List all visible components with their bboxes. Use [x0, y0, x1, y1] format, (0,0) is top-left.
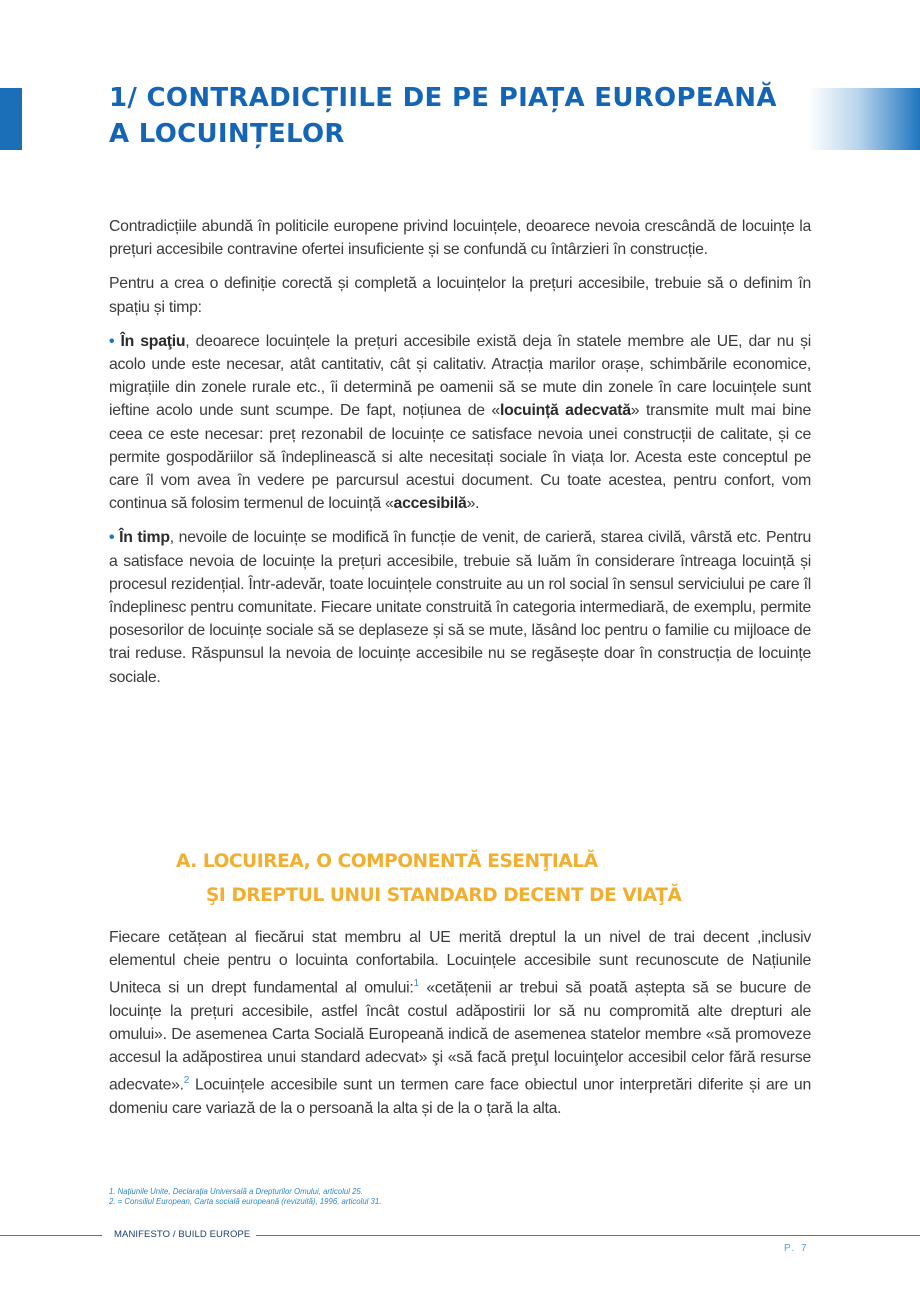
time-paragraph: [109, 526, 811, 688]
footer-rule-right: [256, 1235, 920, 1236]
bullet-icon: •: [109, 529, 115, 547]
space-text-2: » transmite mult mai bine ceea ce este necesar: preț rezonabil de locuințe ce satisface nevoia unei construcții de calitate, și ce permite gospodăriilor să îndeplinească si alte necesitați sociale în viața lor. Acesta este conceptul pe care îl vom avea în vedere pe parcursul acestui document. Cu toate acestea, pentru confort, vom continua să folosim termenul de locuință «: [109, 402, 811, 513]
bullet-icon: •: [109, 332, 115, 350]
footnote-2: 2. = Consiliul European, Carta socială europeană (revizuită), 1996, articolul 31.: [109, 1197, 382, 1206]
page-number: P. 7: [784, 1243, 809, 1254]
time-text: , nevoile de locuințe se modifică în funcție de venit, de carieră, starea civilă, vârstă etc. Pentru a satisface nevoia de locuințe la prețuri accesibile, trebuie să luăm în considerare întreaga locuință și procesul rezidențial. Într-adevăr, toate locuințele construite au un rol social în sensul serviciului pe care îl îndeplinesc pentru comunitate. Fiecare unitate construită în categoria intermediară, de exemplu, permite posesorilor de locuințe sociale să se deplaseze și să se mute, lăsând loc pentru o familie cu mijloace de trai reduse. Răspunsul la nevoia de locuințe accesibile nu se regăsește doar în construcția de locuințe sociale.: [109, 529, 811, 686]
section-a-text-2: «cetățenii ar trebui să poată aștepta să se bucure de locuințe la prețuri accesibile, astfel încât costul adăpostirii lor să nu compromită alte drepturi ale omului». De asemenea Carta Socială Europeană indică de asemenea statelor membre «să promoveze accesul la adăpostirea unui standard adecvat» şi «să facă preţul locuinţelor accesibil celor fără resurse adecvate».: [109, 979, 811, 1094]
section-a-heading: [176, 845, 681, 913]
space-heading: În spaţiu: [120, 332, 186, 350]
footnotes: [109, 1187, 709, 1207]
page-title: [109, 80, 809, 152]
footnote-ref-2[interactable]: 2: [183, 1075, 190, 1087]
section-a-paragraph: [109, 926, 811, 1120]
left-blue-tab: [0, 88, 22, 150]
space-paragraph: [109, 330, 811, 516]
intro-paragraph-1: Contradicțiile abundă în politicile europene privind locuințele, deoarece nevoia crescândă de locuințe la prețuri accesibile contravine ofertei insuficiente și se confundă cu întârzieri în construcție.: [109, 218, 811, 259]
intro-section: [109, 215, 811, 700]
space-text-1: , deoarece locuințele la prețuri accesibile există deja în statele membre ale UE, dar nu și acolo unde este necesar, atât cantitativ, cât și calitativ. Atracția marilor orașe, schimbările economice, migrațiile din zonele rurale etc., îi determină pe oamenii să se mute din zonele în care locuințele sunt ieftine acolo unde sunt scumpe. De fapt, noțiunea de «: [109, 332, 811, 420]
space-term-accessible: accesibilă: [393, 495, 467, 513]
footer-rule-left: [0, 1235, 102, 1236]
section-a-body: [109, 926, 811, 1131]
space-term-adequate: locuință adecvată: [499, 402, 631, 420]
footnote-ref-1[interactable]: 1: [413, 978, 419, 990]
page-title-line-2: A LOCUINȚELOR: [109, 119, 345, 149]
footer-label: MANIFESTO / BUILD EUROPE: [114, 1229, 251, 1240]
footnote-1: 1. Națiunile Unite, Declarația Universală a Drepturilor Omului, articolul 25.: [109, 1187, 363, 1196]
section-a-heading-line-2: ŞI DREPTUL UNUI STANDARD DECENT DE VIAŢĂ: [206, 885, 682, 906]
section-a-text-3: Locuințele accesibile sunt un termen care face obiectul unor interpretări diferite și are un domeniu care variază de la o persoană la alta și de la o țară la alta.: [109, 1076, 811, 1117]
page-title-line-1: 1/ CONTRADICȚIILE DE PE PIAȚA EUROPEANĂ: [109, 83, 777, 113]
time-heading: În timp: [119, 529, 170, 547]
intro-paragraph-2: Pentru a crea o definiție corectă și completă a locuințelor la prețuri accesibile, trebuie să o definim în spațiu și timp:: [109, 275, 811, 316]
right-gradient-band: [808, 88, 920, 150]
section-a-heading-line-1: A. LOCUIREA, O COMPONENTĂ ESENŢIALĂ: [176, 851, 598, 872]
section-a-text-1: Fiecare cetățean al fiecărui stat membru al UE merită dreptul la un nivel de trai decent ,inclusiv elementul cheie pentru o locuinta confortabila. Locuințele accesibile sunt recunoscute de Națiunile Uniteca si un drept fundamental al omului:: [109, 929, 811, 997]
space-text-3: ».: [466, 495, 480, 513]
